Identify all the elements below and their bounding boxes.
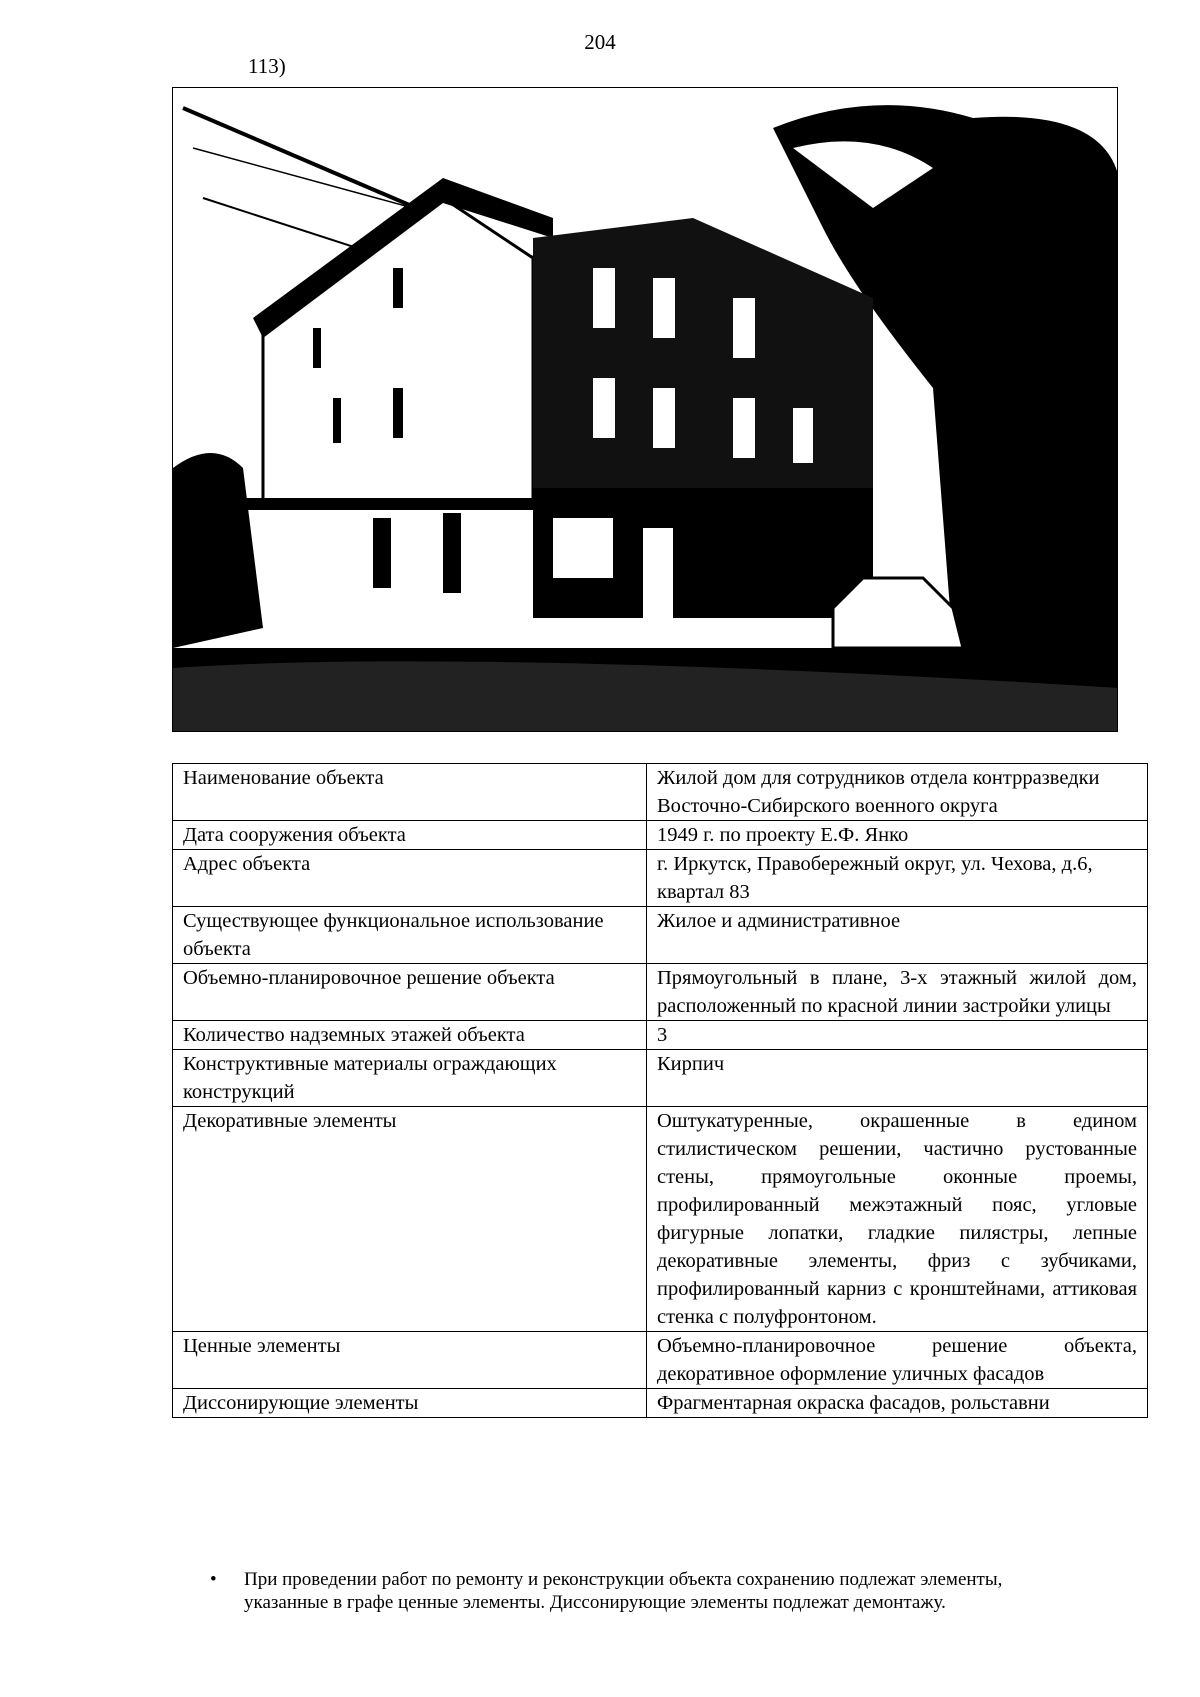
table-row — [173, 764, 1148, 821]
row-value: 3 — [647, 1021, 1148, 1050]
table-row — [173, 964, 1148, 1021]
table-row — [173, 1332, 1148, 1389]
row-value: Фрагментарная окраска фасадов, рольставни — [647, 1389, 1148, 1418]
note-list-item — [210, 1568, 1070, 1614]
row-value: Прямоугольный в плане, 3-х этажный жилой дом, расположенный по красной линии застройки улицы — [647, 964, 1148, 1021]
row-key: Диссонирующие элементы — [173, 1389, 647, 1418]
table-row — [173, 1050, 1148, 1107]
row-value: Оштукатуренные, окрашенные в едином стилистическом решении, частично рустованные стены, прямоугольные оконные проемы, профилированный межэтажный пояс, угловые фигурные лопатки, гладкие пилястры, лепные декоративные элементы, фриз с зубчиками, профилированный карниз с кронштейнами, аттиковая стенка с полуфронтоном. — [647, 1107, 1148, 1332]
row-value: г. Иркутск, Правобережный округ, ул. Чехова, д.6, квартал 83 — [647, 850, 1148, 907]
table-row — [173, 907, 1148, 964]
row-key: Существующее функциональное использование объекта — [173, 907, 647, 964]
row-value: Жилой дом для сотрудников отдела контрразведки Восточно-Сибирского военного округа — [647, 764, 1148, 821]
row-value: 1949 г. по проекту Е.Ф. Янко — [647, 821, 1148, 850]
page-number: 204 — [584, 30, 616, 54]
note-text: При проведении работ по ремонту и реконструкции объекта сохранению подлежат элементы, указанные в графе ценные элементы. Диссонирующие элементы подлежат демонтажу. — [244, 1569, 1003, 1613]
row-key: Объемно-планировочное решение объекта — [173, 964, 647, 1021]
row-key: Декоративные элементы — [173, 1107, 647, 1332]
table-row — [173, 1389, 1148, 1418]
row-key: Конструктивные материалы ограждающих конструкций — [173, 1050, 647, 1107]
row-key: Количество надземных этажей объекта — [173, 1021, 647, 1050]
table-row — [173, 1021, 1148, 1050]
object-info-table — [172, 763, 1148, 1418]
bullet-icon: • — [210, 1569, 217, 1590]
row-key: Дата сооружения объекта — [173, 821, 647, 850]
row-value: Объемно-планировочное решение объекта, декоративное оформление уличных фасадов — [647, 1332, 1148, 1389]
table-row — [173, 1107, 1148, 1332]
row-value: Кирпич — [647, 1050, 1148, 1107]
row-key: Ценные элементы — [173, 1332, 647, 1389]
figure-label: 113) — [248, 54, 286, 78]
row-key: Наименование объекта — [173, 764, 647, 821]
table-row — [173, 850, 1148, 907]
row-key: Адрес объекта — [173, 850, 647, 907]
building-photo — [172, 87, 1118, 732]
row-value: Жилое и административное — [647, 907, 1148, 964]
table-row — [173, 821, 1148, 850]
